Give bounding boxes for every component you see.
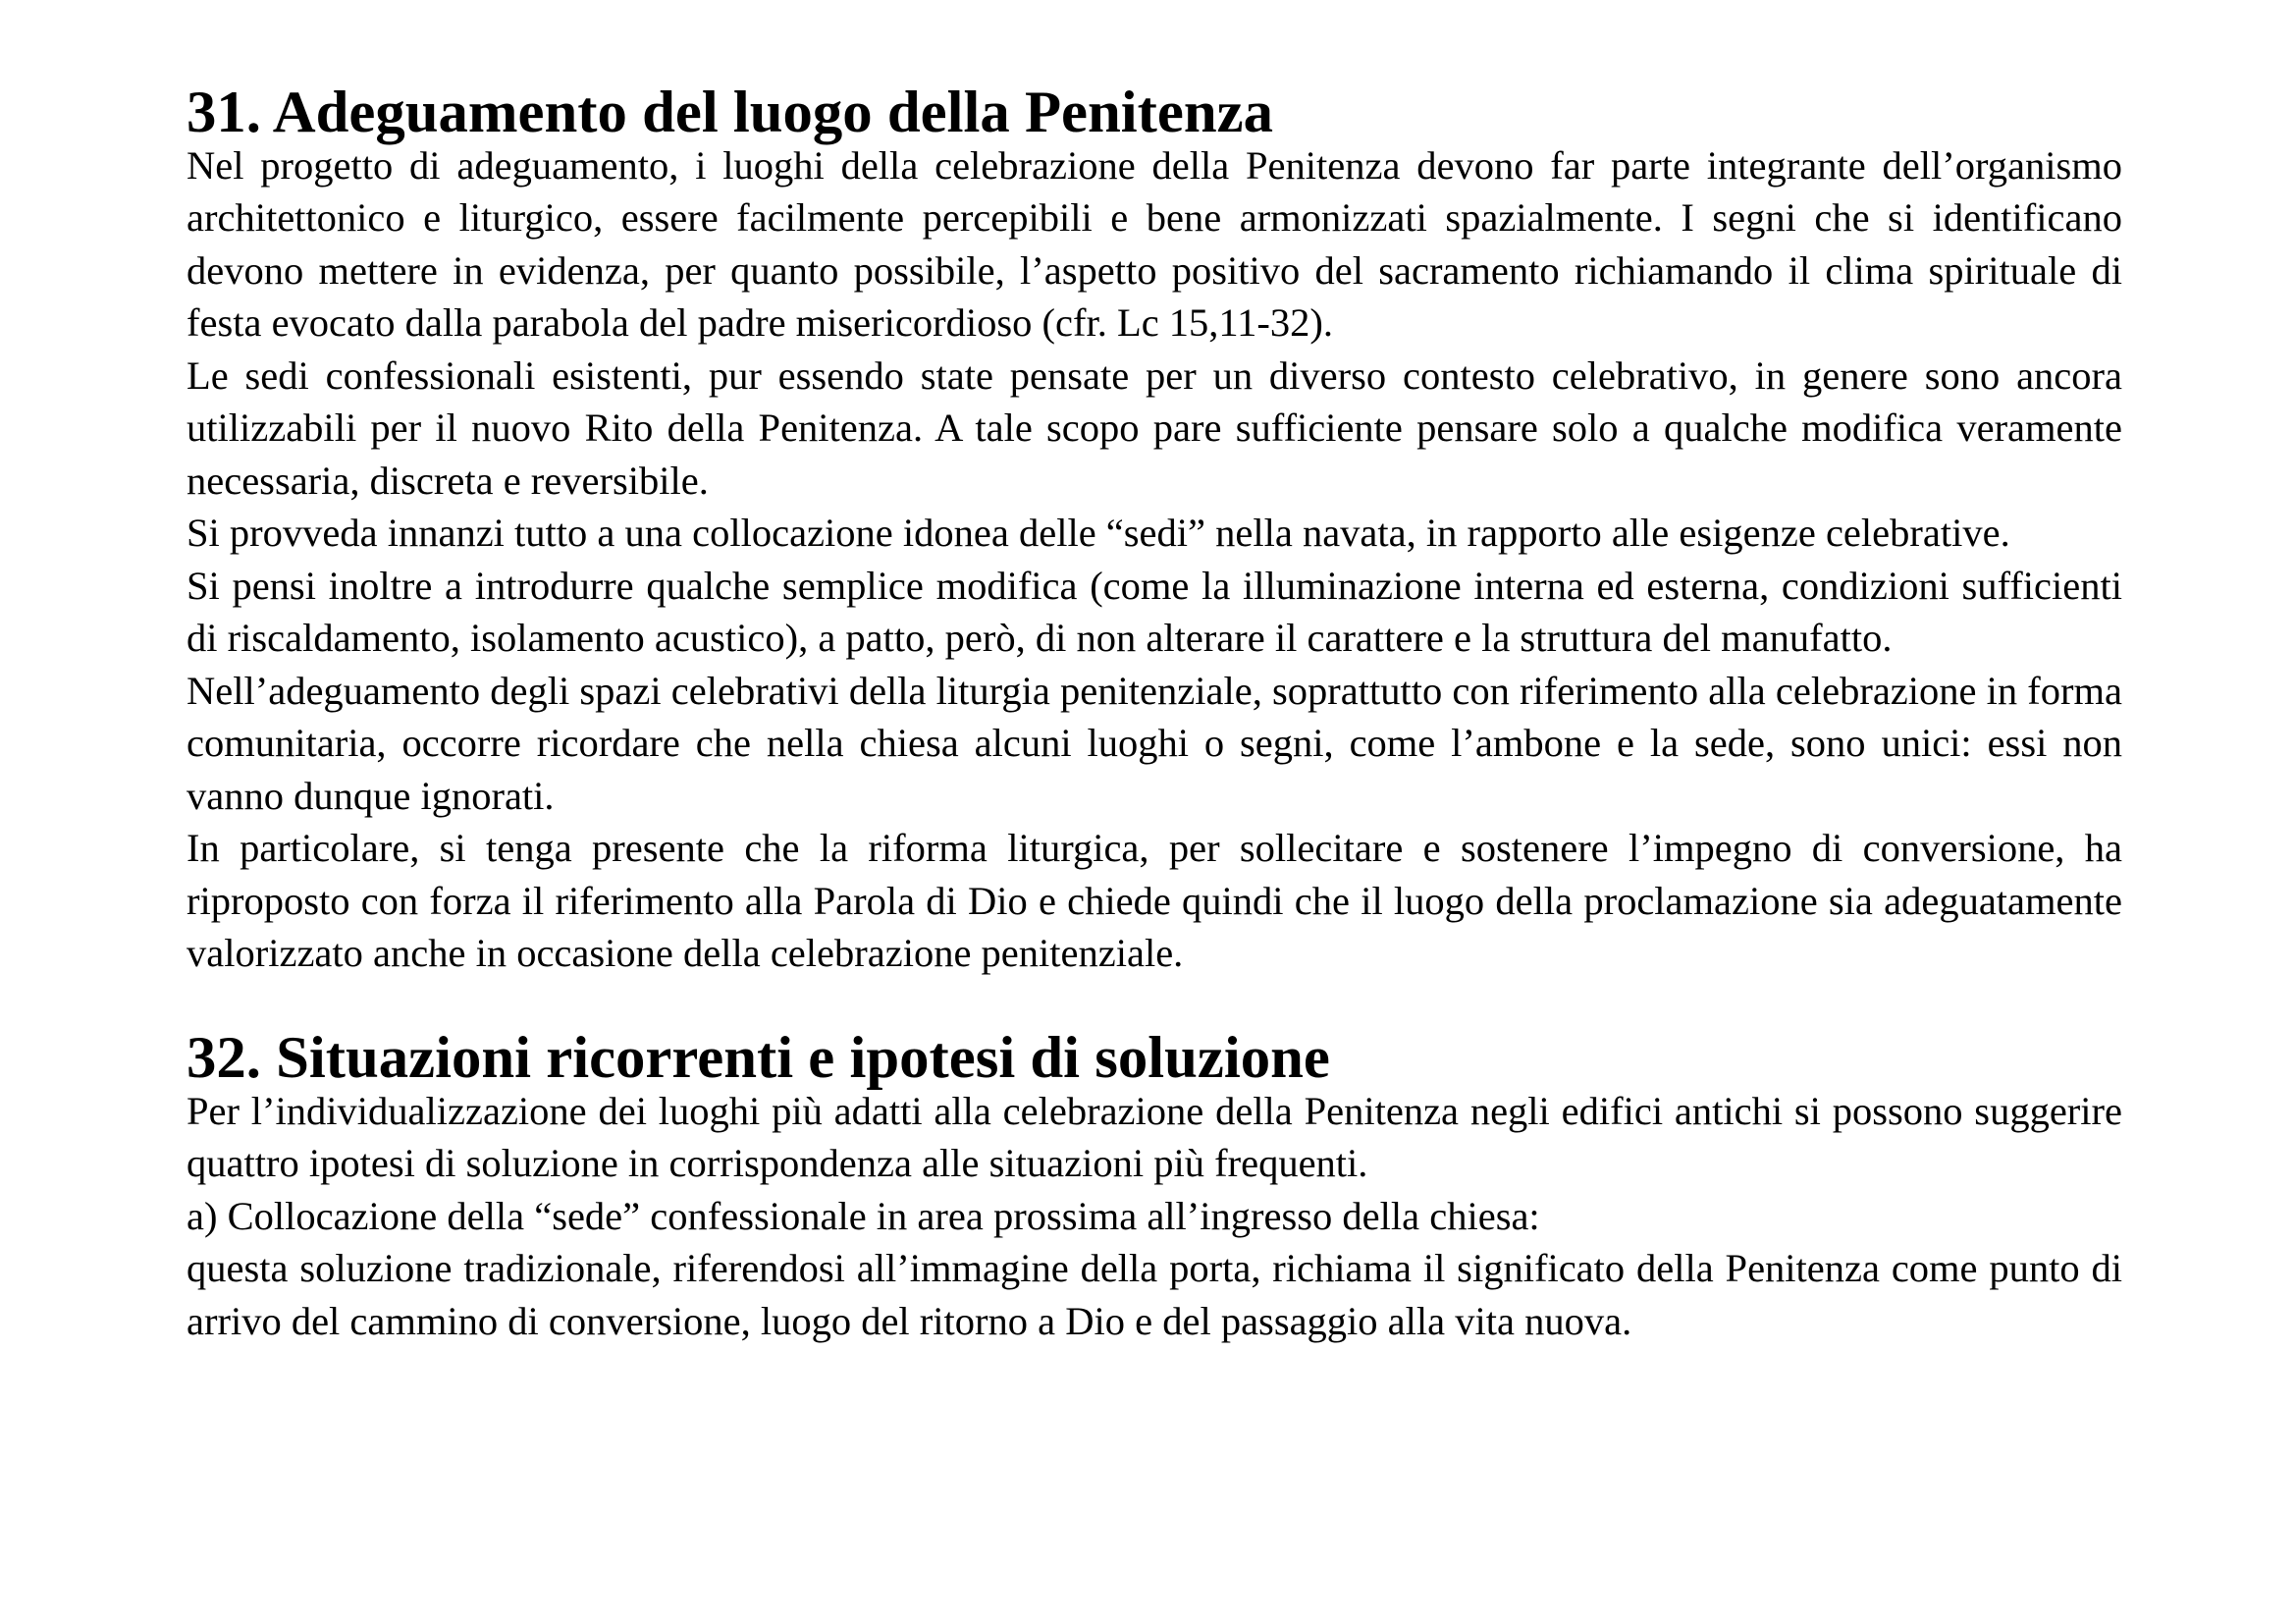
section-title: 31. Adeguamento del luogo della Penitenza bbox=[187, 80, 1273, 145]
paragraph: Nel progetto di adeguamento, i luoghi della celebrazione della Penitenza devono far parte integrante dell’organismo architettonico e liturgico, essere facilmente percepibili e bene armonizzati spazialmente. I segni che si identificano devono mettere in evidenza, per quanto possibile, l’aspetto positivo del sacramento richiamando il clima spirituale di festa evocato dalla parabola del padre misericordioso (cfr. Lc 15,11-32). bbox=[187, 142, 2122, 345]
paragraph: In particolare, si tenga presente che la riforma liturgica, per sollecitare e sostenere l’impegno di conversione, ha riproposto con forza il riferimento alla Parola di Dio e chiede quindi che il luogo della proclamazione sia adeguatamente valorizzato anche in occasione della celebrazione penitenziale. bbox=[187, 826, 2122, 975]
paragraph: Le sedi confessionali esistenti, pur essendo state pensate per un diverso contesto celebrativo, in genere sono ancora utilizzabili per il nuovo Rito della Penitenza. A tale scopo pare sufficiente pensare solo a qualche modifica veramente necessaria, discreta e reversibile. bbox=[187, 352, 2122, 503]
paragraph: Per l’individualizzazione dei luoghi più adatti alla celebrazione della Penitenza negli edifici antichi si possono suggerire quattro ipotesi di soluzione in corrispondenza alle situazioni più frequenti. bbox=[187, 1088, 2122, 1185]
paragraph: Si pensi inoltre a introdurre qualche semplice modifica (come la illuminazione interna ed esterna, condizioni sufficienti di riscaldamento, isolamento acustico), a patto, però, di non alterare il carattere e la struttura del manufatto. bbox=[187, 563, 2122, 660]
section-spacer bbox=[187, 980, 2122, 1033]
paragraph: a) Collocazione della “sede” confessionale in area prossima all’ingresso della chiesa: bbox=[187, 1193, 1540, 1238]
section-32 bbox=[187, 1025, 2122, 1347]
paragraph: Nell’adeguamento degli spazi celebrativi della liturgia penitenziale, soprattutto con riferimento alla celebrazione in forma comunitaria, occorre ricordare che nella chiesa alcuni luoghi o segni, come l’ambone e la sede, sono unici: essi non vanno dunque ignorati. bbox=[187, 668, 2122, 818]
paragraph: Si provveda innanzi tutto a una collocazione idonea delle “sedi” nella navata, in rapporto alle esigenze celebrative. bbox=[187, 511, 2010, 555]
paragraph: questa soluzione tradizionale, riferendosi all’immagine della porta, richiama il significato della Penitenza come punto di arrivo del cammino di conversione, luogo del ritorno a Dio e del passaggio alla vita nuova. bbox=[187, 1246, 2122, 1343]
document-page bbox=[187, 80, 2122, 1347]
section-31 bbox=[187, 80, 2122, 980]
section-title: 32. Situazioni ricorrenti e ipotesi di soluzione bbox=[187, 1025, 1330, 1091]
